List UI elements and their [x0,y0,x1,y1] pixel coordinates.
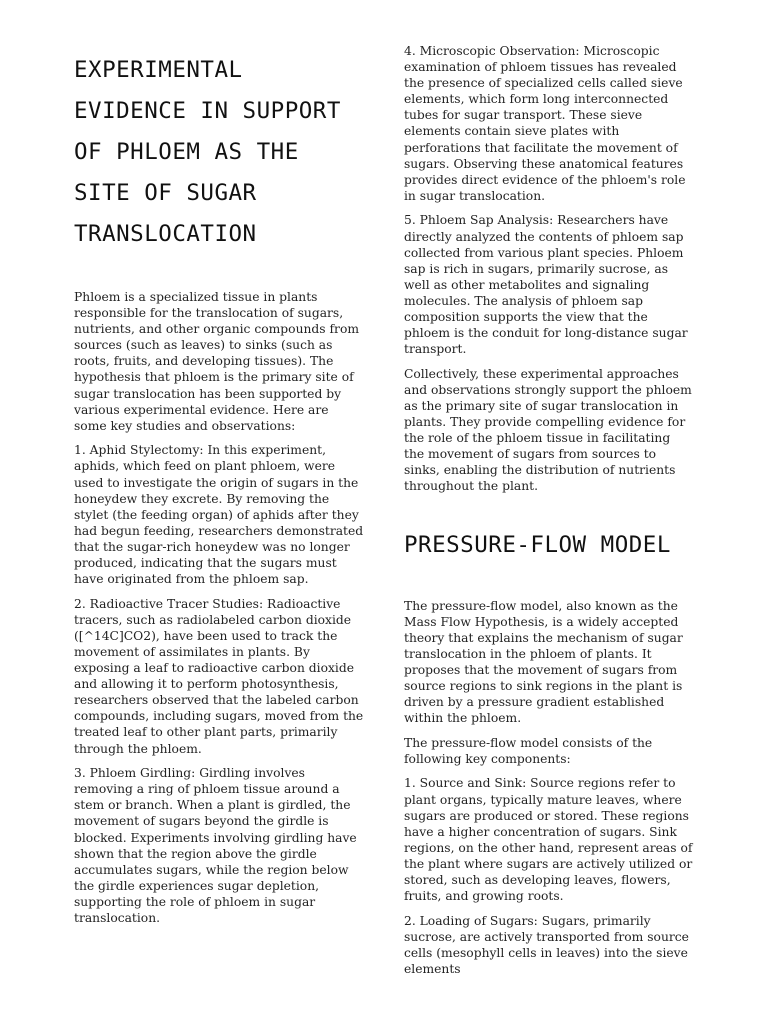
paragraph-pressure-flow-intro: The pressure-flow model, also known as the Mass Flow Hypothesis, is a widely accepted theory that explains the mechanism of sugar translocation in the phloem of plants. It proposes that the movement of sugars from source regions to sink regions in the plant is driven by a pressure gradient established within the phloem. [404,598,683,726]
paragraph-microscopic-observation: 4. Microscopic Observation: Microscopic examination of phloem tissues has revealed the presence of specialized cells called sieve elements, which form long interconnected tubes for sugar transport. These sieve elements contain sieve plates with perforations that facilitate the movement of sugars. Observing these anatomical features provides direct evidence of the phloem's role in sugar translocation. [404,44,686,203]
paragraph-loading-of-sugars: 2. Loading of Sugars: Sugars, primarily sucrose, are actively transported from source cells (mesophyll cells in leaves) into the sieve elements [404,913,689,976]
section-heading-experimental-evidence: EXPERIMENTAL EVIDENCE IN SUPPORT OF PHLOEM AS THE SITE OF SUGAR TRANSLOCATION [74,57,341,247]
left-column [74,50,364,935]
paragraph-phloem-sap-analysis: 5. Phloem Sap Analysis: Researchers have directly analyzed the contents of phloem sap collected from various plant species. Phloem sap is rich in sugars, primarily sucrose, as well as other metabolites and signaling molecules. The analysis of phloem sap composition supports the view that the phloem is the conduit for long-distance sugar transport. [404,213,688,357]
paragraph-radioactive-tracer: 2. Radioactive Tracer Studies: Radioactive tracers, such as radiolabeled carbon dioxide ([^14C]CO2), have been used to track the movement of assimilates in plants. By exposing a leaf to radioactive carbon dioxide and allowing it to perform photosynthesis, researchers observed that the labeled carbon compounds, including sugars, moved from the treated leaf to other plant parts, primarily through the phloem. [74,596,364,756]
paragraph-phloem-girdling: 3. Phloem Girdling: Girdling involves removing a ring of phloem tissue around a stem or branch. When a plant is girdled, the movement of sugars beyond the girdle is blocked. Experiments involving girdling have shown that the region above the girdle accumulates sugars, while the region below the girdle experiences sugar depletion, supporting the role of phloem in sugar translocation. [74,766,357,925]
paragraph-key-components: The pressure-flow model consists of the following key components: [404,735,653,766]
intro-paragraph: Phloem is a specialized tissue in plants responsible for the translocation of sugars, nutrients, and other organic compounds from sources (such as leaves) to sinks (such as roots, fruits, and developing tissues). The hypothesis that phloem is the primary site of sugar translocation has been supported by various experimental evidence. Here are some key studies and observations: [74,290,360,433]
paragraph-aphid-stylectomy: 1. Aphid Stylectomy: In this experiment, aphids, which feed on plant phloem, were used to investigate the origin of sugars in the honeydew they excrete. By removing the stylet (the feeding organ) of aphids after they had begun feeding, researchers demonstrated that the sugar-rich honeydew was no longer produced, indicating that the sugars must have originated from the phloem sap. [74,443,364,587]
section-heading-pressure-flow: PRESSURE-FLOW MODEL [404,531,671,558]
paragraph-conclusion: Collectively, these experimental approaches and observations strongly support the phloem as the primary site of sugar translocation in plants. They provide compelling evidence for the role of the phloem tissue in facilitating the movement of sugars from sources to sinks, enabling the distribution of nutrients throughout the plant. [404,366,692,494]
right-column [404,43,694,986]
paragraph-source-and-sink: 1. Source and Sink: Source regions refer to plant organs, typically mature leaves, where sugars are produced or stored. These regions have a higher concentration of sugars. Sink regions, on the other hand, represent areas of the plant where sugars are actively utilized or stored, such as developing leaves, flowers, fruits, and growing roots. [404,776,693,904]
